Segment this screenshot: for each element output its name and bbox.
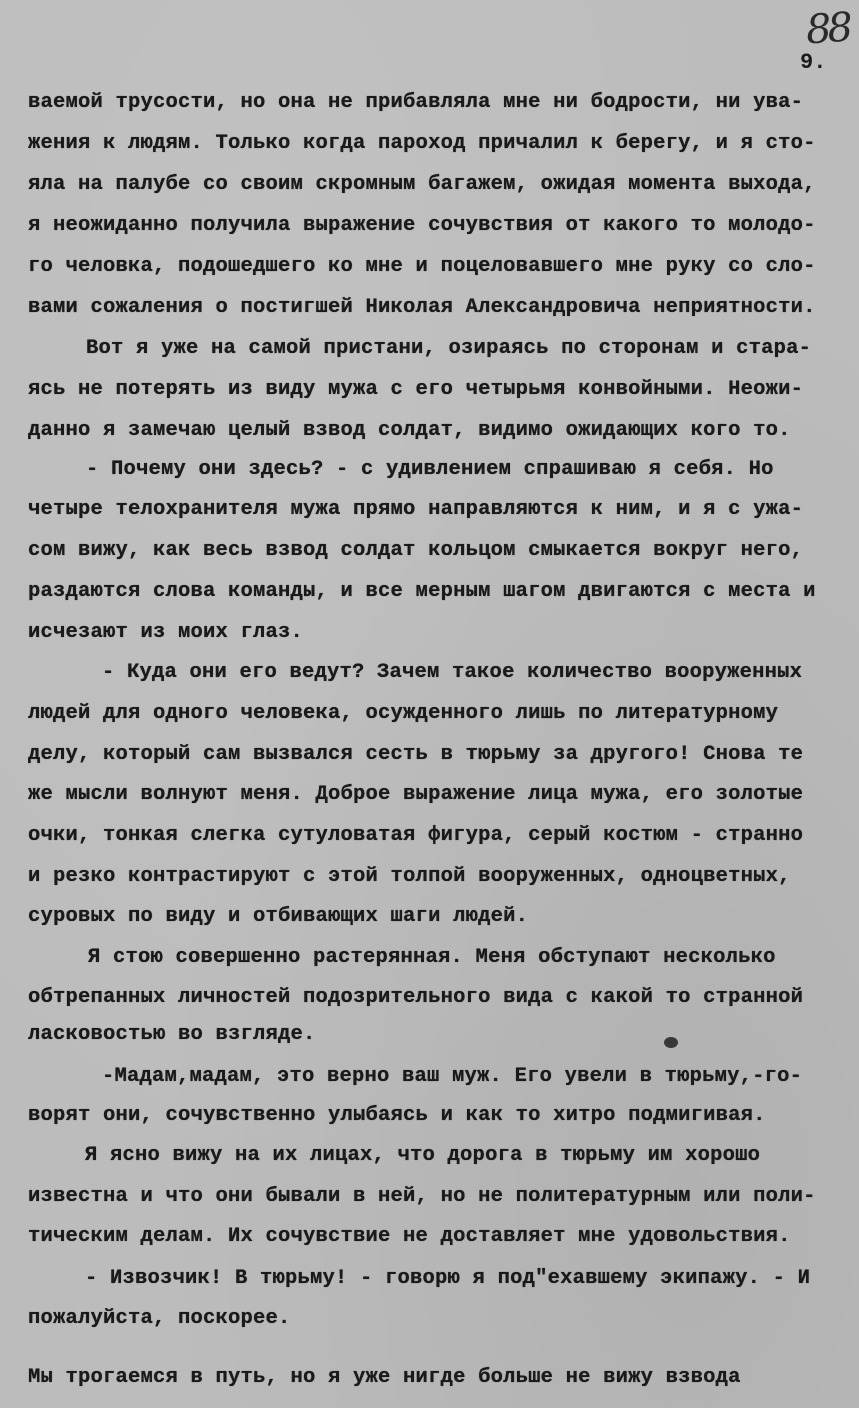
text-line: ласковостью во взгляде. <box>28 1023 316 1046</box>
text-line: Я ясно вижу на их лицах, что дорога в тюрьму им хорошо <box>85 1144 761 1167</box>
text-line: - Куда они его ведут? Зачем такое количество вооруженных <box>102 661 803 684</box>
text-line: жения к людям. Только когда пароход причалил к берегу, и я сто- <box>28 132 816 155</box>
text-line: ваемой трусости, но она не прибавляла мне ни бодрости, ни ува- <box>28 91 804 114</box>
text-line: обтрепанных личностей подозрительного вида с какой то странной <box>28 986 804 1009</box>
text-line: го человка, подошедшего ко мне и поцеловавшего мне руку со сло- <box>28 255 816 278</box>
text-line: Мы трогаемся в путь, но я уже нигде больше не вижу взвода <box>28 1366 741 1389</box>
text-line: тическим делам. Их сочувствие не доставляет мне удовольствия. <box>28 1225 791 1248</box>
text-line: четыре телохранителя мужа прямо направляются к ним, и я с ужа- <box>28 498 804 521</box>
text-line: Я стою совершенно растерянная. Меня обступают несколько <box>88 946 776 969</box>
archive-page-number: 88 <box>804 4 851 54</box>
text-line: Вот я уже на самой пристани, озираясь по сторонам и стара- <box>86 337 812 360</box>
text-line: же мысли волнуют меня. Доброе выражение лица мужа, его золотые <box>28 783 804 806</box>
ink-blot <box>664 1037 678 1048</box>
text-line: я неожиданно получила выражение сочувствия от какого то молодо- <box>28 214 816 237</box>
text-line: ворят они, сочувственно улыбаясь и как то хитро подмигивая. <box>28 1104 766 1127</box>
text-line: очки, тонкая слегка сутуловатая фигура, серый костюм - странно <box>28 824 804 847</box>
text-line: раздаются слова команды, и все мерным шагом двигаются с места и <box>28 580 816 603</box>
text-line: пожалуйста, поскорее. <box>28 1307 291 1330</box>
text-line: ясь не потерять из виду мужа с его четырьмя конвойными. Неожи- <box>28 378 804 401</box>
text-line: известна и что они бывали в ней, но не политературным или поли- <box>28 1185 816 1208</box>
page-number: 9. <box>800 50 827 75</box>
text-line: людей для одного человека, осужденного лишь по литературному <box>28 702 779 725</box>
text-line: и резко контрастируют с этой толпой вооруженных, одноцветных, <box>28 865 791 888</box>
text-line: вами сожаления о постигшей Николая Александровича неприятности. <box>28 296 816 319</box>
text-line: яла на палубе со своим скромным багажем, ожидая момента выхода, <box>28 173 816 196</box>
text-line: - Почему они здесь? - с удивлением спрашиваю я себя. Но <box>86 458 774 481</box>
text-line: -Мадам,мадам, это верно ваш муж. Его увели в тюрьму,-го- <box>102 1065 803 1088</box>
text-line: - Извозчик! В тюрьму! - говорю я под"ехавшему экипажу. - И <box>85 1267 811 1290</box>
text-line: делу, который сам вызвался сесть в тюрьму за другого! Снова те <box>28 743 804 766</box>
text-line: сом вижу, как весь взвод солдат кольцом смыкается вокруг него, <box>28 539 804 562</box>
text-line: данно я замечаю целый взвод солдат, видимо ожидающих кого то. <box>28 419 791 442</box>
text-line: суровых по виду и отбивающих шаги людей. <box>28 905 529 928</box>
text-line: исчезают из моих глаз. <box>28 621 304 644</box>
